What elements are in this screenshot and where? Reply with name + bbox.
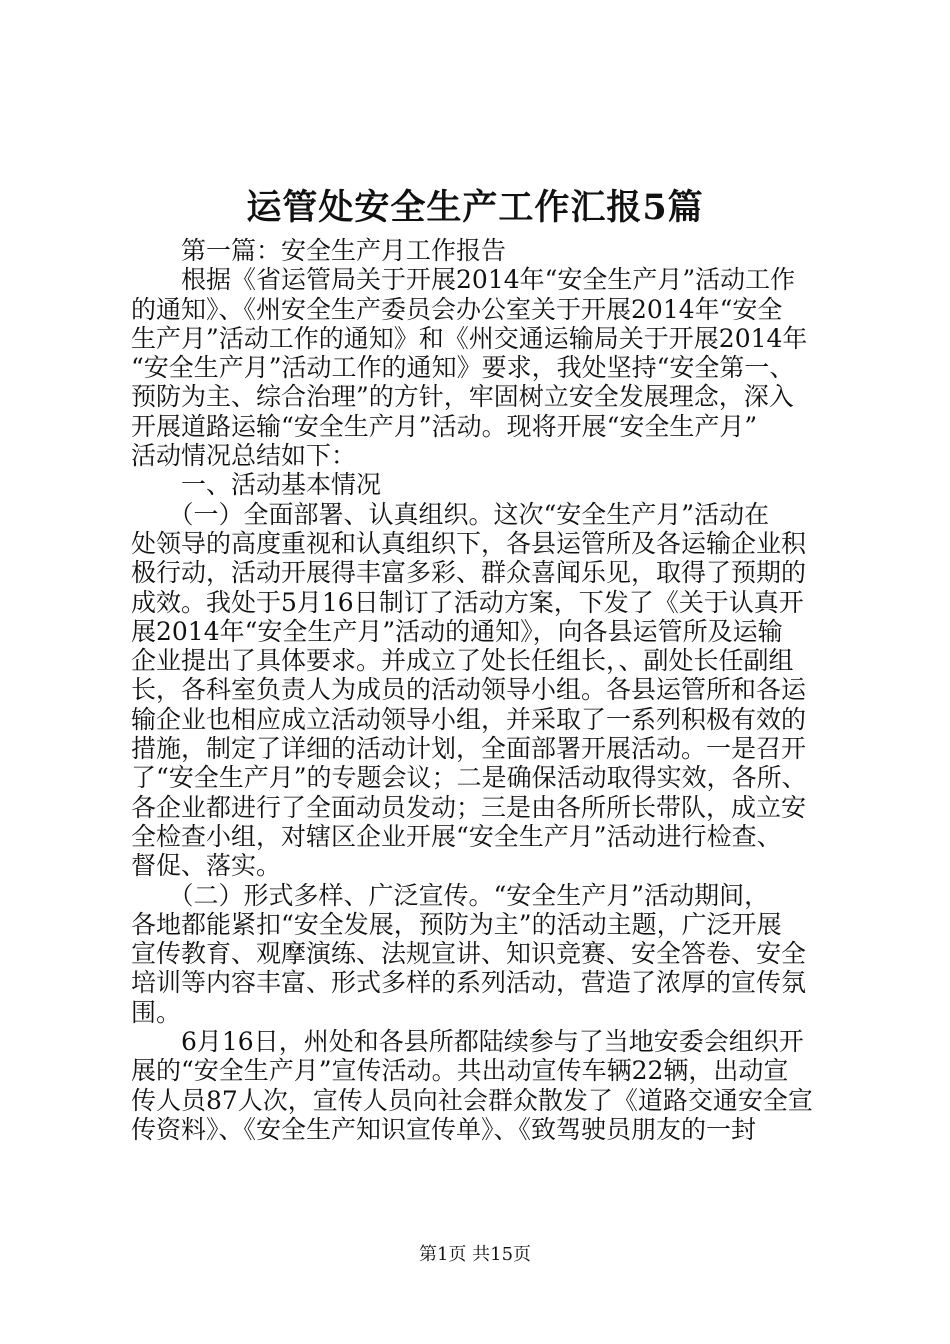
body-line: 开展道路运输“安全生产月”活动。现将开展“安全生产月” [131,411,758,441]
body-line: 展的“安全生产月”宣传活动。共出动宣传车辆22辆，出动宣 [131,1056,789,1086]
body-line: 生产月”活动工作的通知》和《州交通运输局关于开展2014年 [131,323,808,353]
body-line: 围。 [131,997,182,1027]
body-line: 企业提出了具体要求。并成立了处长任组长，、副处长任副组 [131,646,794,676]
body-line: 处领导的高度重视和认真组织下，各县运管所及各运输企业积 [131,528,807,558]
body-line: 一、活动基本情况 [131,470,382,500]
body-line: 第一篇：安全生产月工作报告 [131,236,507,265]
body-line: （二）形式多样、广泛宣传。“安全生产月”活动期间， [131,880,770,910]
document-title: 运管处安全生产工作汇报5篇 [246,187,704,228]
page-footer: 第1页 共15页 [418,1244,532,1265]
body-line: 传资料》、《安全生产知识宣传单》、《致驾驶员朋友的一封 [131,1114,757,1144]
body-line: 预防为主、综合治理”的方针，牢固树立安全发展理念，深入 [131,382,794,412]
body-line: 各地都能紧扣“安全发展，预防为主”的活动主题，广泛开展 [131,909,782,939]
body-line: 输企业也相应成立活动领导小组，并采取了一系列积极有效的 [131,704,807,734]
body-line: 措施，制定了详细的活动计划，全面部署开展活动。一是召开 [131,734,807,764]
body-line: 全检查小组，对辖区企业开展“安全生产月”活动进行检查、 [131,821,782,851]
body-line: “安全生产月”活动工作的通知》要求，我处坚持“安全第一、 [131,353,795,383]
body-line: 培训等内容丰富、形式多样的系列活动，营造了浓厚的宣传氛 [131,968,807,998]
body-line: 了“安全生产月”的专题会议；二是确保活动取得实效，各所、 [131,763,807,793]
body-line: 督促、落实。 [131,851,282,881]
body-line: 传人员87人次，宣传人员向社会群众散发了《道路交通安全宣 [131,1085,813,1115]
body-line: 的通知》、《州安全生产委员会办公室关于开展2014年“安全 [131,294,783,324]
body-line: 活动情况总结如下： [131,441,357,471]
body-line: （一）全面部署、认真组织。这次“安全生产月”活动在 [131,499,770,529]
body-line: 宣传教育、观摩演练、法规宣讲、知识竞赛、安全答卷、安全 [131,939,807,969]
document-body [131,236,831,1144]
body-line: 长，各科室负责人为成员的活动领导小组。各县运管所和各运 [131,675,807,705]
body-line: 展2014年“安全生产月”活动的通知》，向各县运管所及运输 [131,616,783,646]
body-line: 6月16日，州处和各县所都陆续参与了当地安委会组织开 [131,1027,804,1057]
body-line: 各企业都进行了全面动员发动；三是由各所所长带队，成立安 [131,792,807,822]
body-line: 极行动，活动开展得丰富多彩、群众喜闻乐见，取得了预期的 [131,558,807,588]
body-line: 成效。我处于5月16日制订了活动方案，下发了《关于认真开 [131,587,804,617]
body-line: 根据《省运管局关于开展2014年“安全生产月”活动工作 [131,265,796,295]
